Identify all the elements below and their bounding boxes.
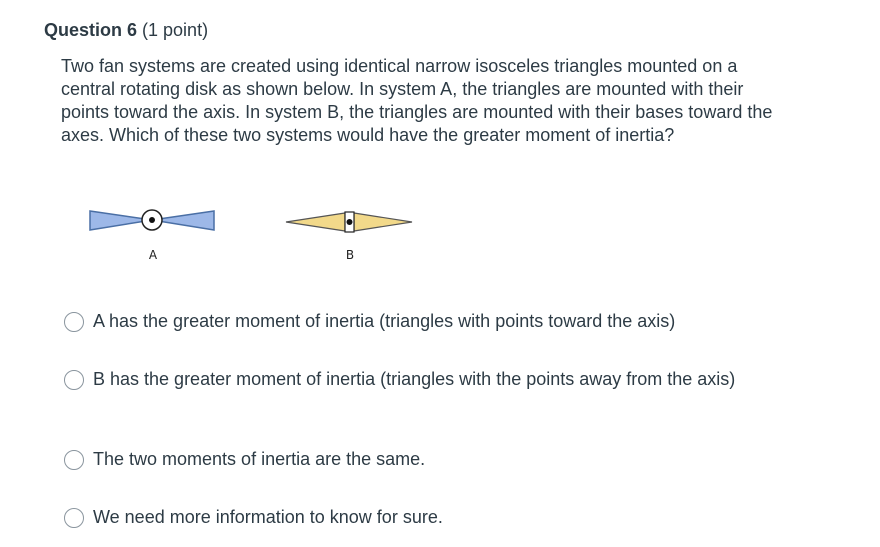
- question-title: Question 6: [44, 20, 138, 40]
- system-b-label: B: [345, 248, 355, 262]
- answer-label-b[interactable]: B has the greater moment of inertia (triangles with the points away from the axis): [93, 369, 736, 389]
- answer-radio-a[interactable]: [64, 312, 84, 332]
- question-points: (1 point): [142, 20, 209, 40]
- answer-radio-b[interactable]: [64, 370, 84, 390]
- question-header: [44, 18, 208, 42]
- fan-systems-diagram: [80, 200, 440, 270]
- question-text: Two fan systems are created using identical narrow isosceles triangles mounted on a central rotating disk as shown below. In system A, the triangles are mounted with their points toward the axis. In system B, the triangles are mounted with their bases toward the axes. Which of these two systems would have the greater moment of inertia?: [61, 56, 773, 145]
- system-b-right-triangle: [354, 213, 412, 231]
- answer-option-a[interactable]: [64, 310, 753, 333]
- system-a-figure: [90, 210, 214, 230]
- answer-radio-d[interactable]: [64, 508, 84, 528]
- answer-option-c[interactable]: [64, 448, 753, 471]
- answer-option-d[interactable]: [64, 506, 753, 529]
- answer-label-a[interactable]: A has the greater moment of inertia (triangles with points toward the axis): [93, 311, 676, 331]
- system-a-axis: [149, 217, 155, 223]
- answer-option-b[interactable]: [64, 368, 753, 391]
- system-a-label: A: [148, 248, 158, 262]
- system-b-left-triangle: [286, 213, 345, 231]
- answer-label-c[interactable]: The two moments of inertia are the same.: [93, 449, 426, 469]
- system-b-figure: [286, 212, 412, 232]
- answer-label-d[interactable]: We need more information to know for sure.: [93, 507, 443, 527]
- answer-radio-c[interactable]: [64, 450, 84, 470]
- system-b-axis: [347, 219, 353, 225]
